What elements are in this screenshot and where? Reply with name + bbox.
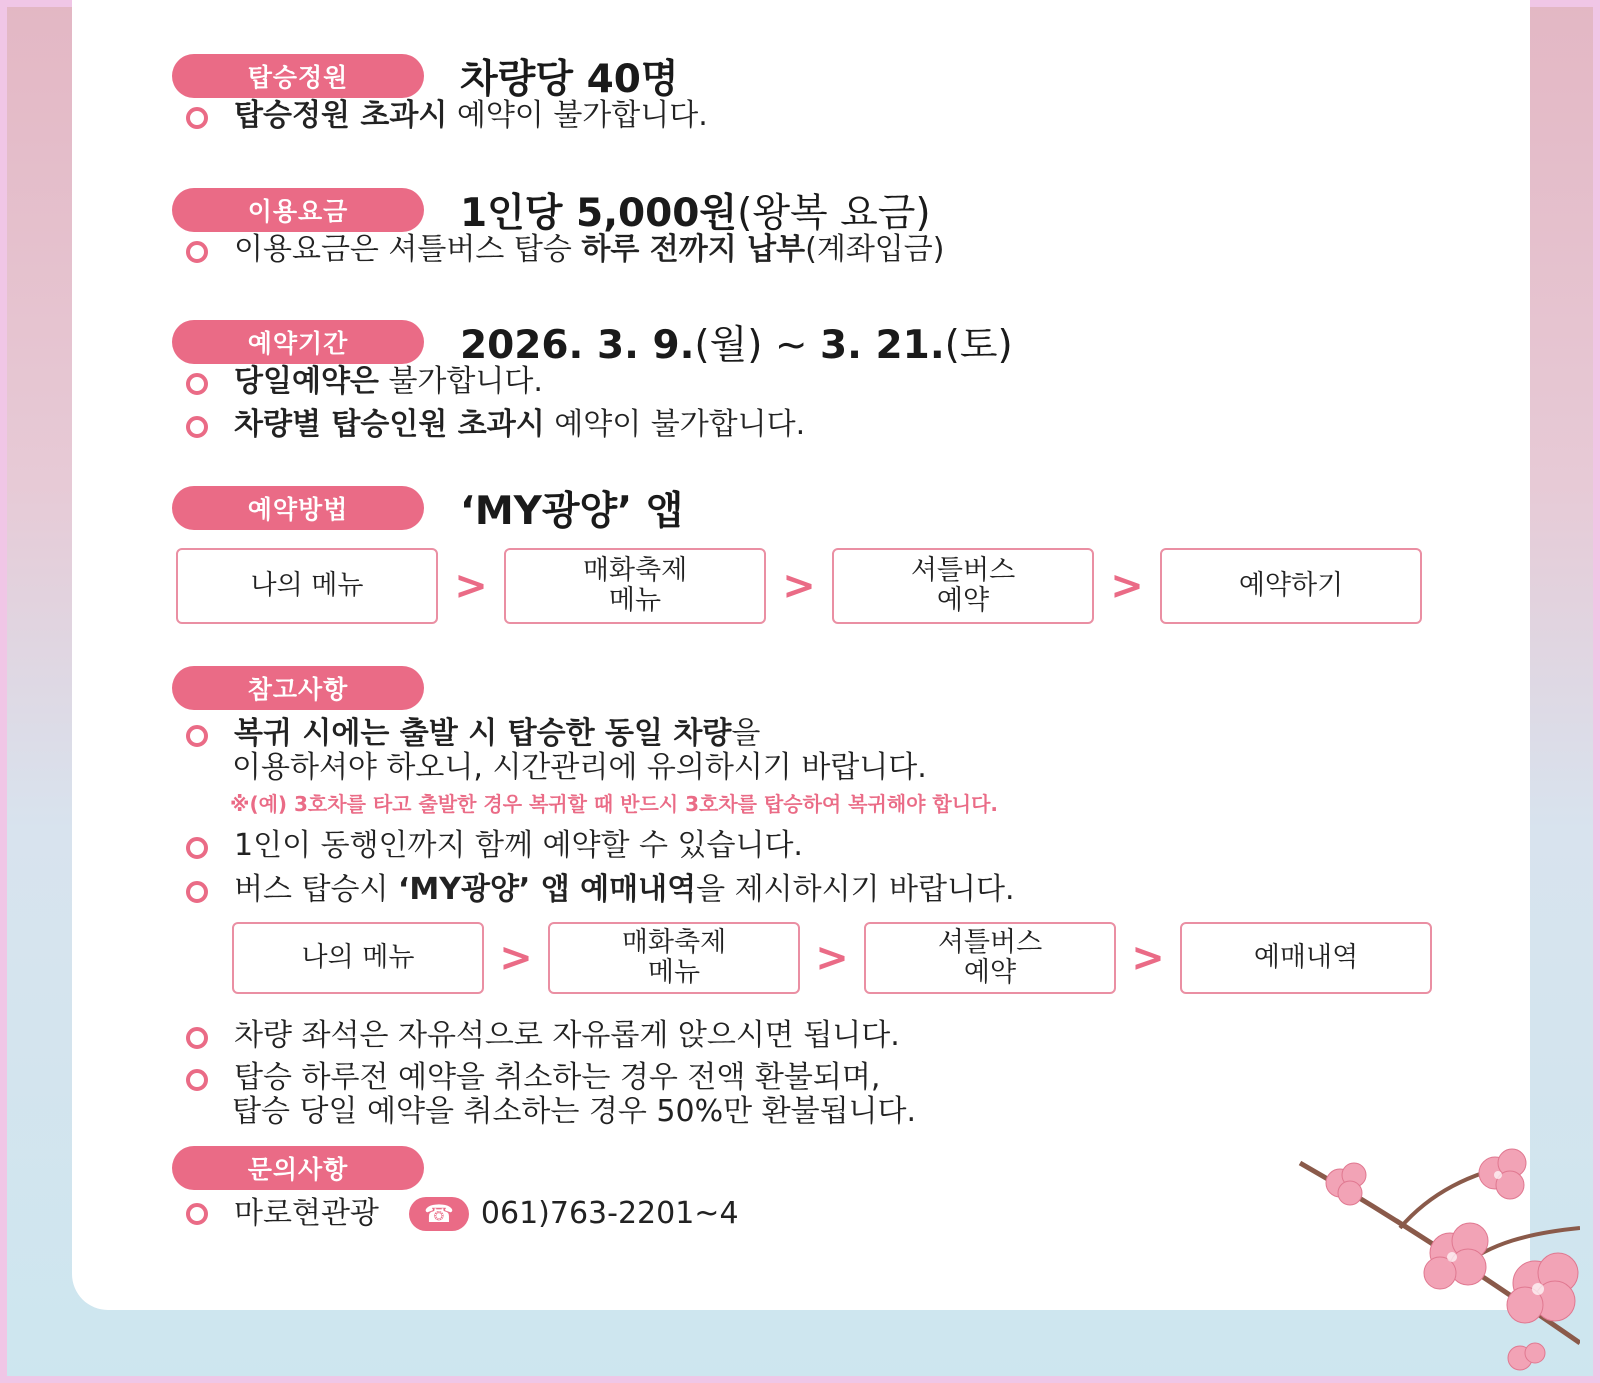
- flow-step-my-menu: [232, 922, 484, 994]
- flow-step-festival-menu: [504, 548, 766, 624]
- flow-arrow-icon: >: [782, 563, 816, 609]
- plum-blossom-decoration: [1280, 1133, 1580, 1373]
- fee-bullet: [186, 232, 944, 268]
- period-bullet-2-bold: 차량별 탑승인원 초과시: [234, 407, 545, 442]
- notes-bullet-1: [186, 716, 760, 752]
- flow-step-festival-menu: [548, 922, 800, 994]
- notes-bullet-1-line2: 이용하셔야 하오니, 시간관리에 유의하시기 바랍니다.: [232, 750, 927, 785]
- notes-bullet-5-line1: 탑승 하루전 예약을 취소하는 경우 전액 환불되며,: [234, 1060, 881, 1095]
- fee-headline-bold: 1인당 5,000원: [460, 191, 738, 236]
- method-section-header: [172, 480, 683, 536]
- period-end-date: 3. 21.: [820, 323, 945, 368]
- flow-step-label: 매화축제 메뉴: [582, 555, 688, 616]
- capacity-bullet-text: 예약이 불가합니다.: [447, 98, 708, 133]
- notes-bullet-5: [186, 1060, 880, 1096]
- flow-step-label: 셔틀버스 예약: [937, 927, 1043, 988]
- notes-bullet-3: [186, 872, 1015, 908]
- period-bullet-1-bold: 당일예약은: [234, 364, 379, 399]
- flow-step-shuttle-reservation: [832, 548, 1094, 624]
- period-start-day: (월): [694, 323, 763, 368]
- ring-bullet-icon: [186, 1027, 208, 1049]
- contact-company: 마로현관광: [234, 1196, 379, 1231]
- period-bullet-2-text: 예약이 불가합니다.: [544, 407, 806, 442]
- notes-example: ※(예) 3호차를 타고 출발한 경우 복귀할 때 반드시 3호차를 탑승하여 복귀해야 합니다.: [230, 792, 998, 816]
- period-label: 예약기간: [172, 320, 424, 364]
- notes-label: 참고사항: [172, 666, 424, 710]
- ring-bullet-icon: [186, 1069, 208, 1091]
- ring-bullet-icon: [186, 416, 208, 438]
- fee-headline: [460, 182, 931, 238]
- notes-bullet-3-bold: ‘MY광양’ 앱 예매내역: [397, 872, 697, 907]
- ring-bullet-icon: [186, 107, 208, 129]
- fee-bullet-bold: 하루 전까지 납부: [581, 232, 806, 267]
- period-end-day: (토): [944, 323, 1013, 368]
- notes-bullet-2-text: 1인이 동행인까지 함께 예약할 수 있습니다.: [234, 828, 803, 863]
- notes-section-header: [172, 666, 424, 710]
- flow-arrow-icon: >: [499, 935, 533, 981]
- ticket-check-flow: [232, 922, 1432, 994]
- flow-step-shuttle-reservation: [864, 922, 1116, 994]
- phone-icon: ☎: [409, 1197, 469, 1231]
- capacity-label: 탑승정원: [172, 54, 424, 98]
- period-bullet-2: [186, 407, 805, 443]
- ring-bullet-icon: [186, 1203, 208, 1225]
- ring-bullet-icon: [186, 373, 208, 395]
- flow-step-label: 나의 메뉴: [301, 942, 415, 973]
- fee-section-header: [172, 182, 931, 238]
- notes-bullet-3-text-a: 버스 탑승시: [234, 872, 398, 907]
- ring-bullet-icon: [186, 725, 208, 747]
- ring-bullet-icon: [186, 837, 208, 859]
- capacity-bullet: [186, 98, 708, 134]
- flow-step-label: 나의 메뉴: [250, 570, 364, 601]
- ring-bullet-icon: [186, 241, 208, 263]
- period-bullet-1-text: 불가합니다.: [378, 364, 543, 399]
- contact-line: [186, 1196, 739, 1232]
- flow-step-label: 예약하기: [1238, 570, 1344, 601]
- capacity-headline: 차량당 40명: [460, 57, 679, 102]
- period-bullet-1: [186, 364, 543, 400]
- capacity-bullet-bold: 탑승정원 초과시: [234, 98, 448, 133]
- flow-step-reserve: [1160, 548, 1422, 624]
- flow-arrow-icon: >: [1131, 935, 1165, 981]
- flow-arrow-icon: >: [815, 935, 849, 981]
- method-label: 예약방법: [172, 486, 424, 530]
- notes-bullet-2: [186, 828, 803, 864]
- contact-label: 문의사항: [172, 1146, 424, 1190]
- fee-bullet-text-a: 이용요금은 셔틀버스 탑승: [234, 232, 582, 267]
- flow-arrow-icon: >: [454, 563, 488, 609]
- fee-headline-sub: (왕복 요금): [737, 191, 931, 236]
- method-headline: ‘MY광양’ 앱: [460, 489, 684, 534]
- notes-bullet-4-text: 차량 좌석은 자유석으로 자유롭게 앉으시면 됩니다.: [234, 1018, 900, 1053]
- fee-bullet-text-c: (계좌입금): [805, 232, 945, 267]
- notes-bullet-3-text-c: 을 제시하시기 바랍니다.: [696, 872, 1015, 907]
- period-section-header: [172, 314, 1013, 370]
- period-start-date: 2026. 3. 9.: [460, 323, 695, 368]
- flow-step-my-menu: [176, 548, 438, 624]
- flow-step-label: 예매내역: [1253, 942, 1359, 973]
- flow-step-booking-history: [1180, 922, 1432, 994]
- notes-bullet-1-text: 을: [731, 716, 761, 751]
- flow-step-label: 셔틀버스 예약: [910, 555, 1016, 616]
- capacity-section-header: [172, 48, 679, 104]
- notes-bullet-1-bold: 복귀 시에는 출발 시 탑승한 동일 차량: [234, 716, 732, 751]
- period-tilde: ~: [762, 323, 821, 368]
- contact-phone: 061)763-2201~4: [480, 1196, 739, 1231]
- ring-bullet-icon: [186, 881, 208, 903]
- period-headline: [460, 314, 1013, 370]
- notes-bullet-5-line2: 탑승 당일 예약을 취소하는 경우 50%만 환불됩니다.: [232, 1094, 917, 1129]
- notes-bullet-4: [186, 1018, 900, 1054]
- contact-section-header: [172, 1146, 424, 1190]
- flow-arrow-icon: >: [1110, 563, 1144, 609]
- reservation-flow: [176, 548, 1422, 624]
- flow-step-label: 매화축제 메뉴: [621, 927, 727, 988]
- fee-label: 이용요금: [172, 188, 424, 232]
